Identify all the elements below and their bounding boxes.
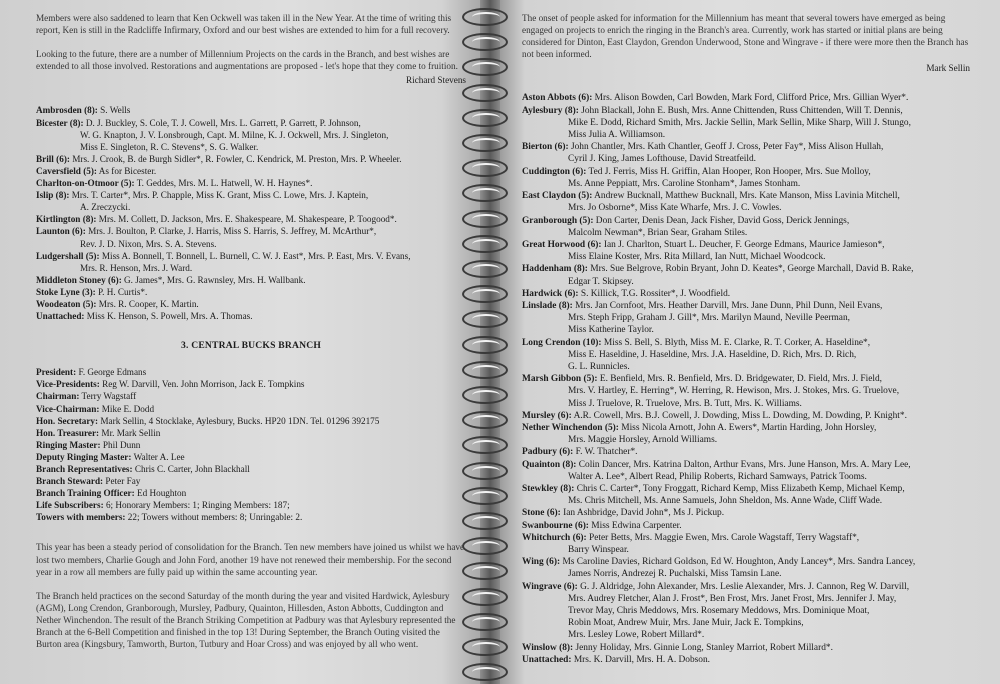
tower-members: Chris C. Carter*, Tony Froggatt, Richard Kemp, Miss Elizabeth Kemp, Michael Kemp, xyxy=(576,483,905,494)
tower-members: Andrew Bucknall, Matthew Bucknall, Mrs. Kate Manson, Miss Lavinia Mitchell, xyxy=(594,191,900,202)
officer-value: Peter Fay xyxy=(105,476,141,487)
tower-name: Winslow (8): xyxy=(522,642,574,653)
tower-name: Aston Abbots (6): xyxy=(522,93,593,104)
tower-members: Cyril J. King, James Lofthouse, David Streatfeild. xyxy=(568,154,756,165)
spiral-coil xyxy=(462,588,508,606)
tower-entry xyxy=(522,105,970,142)
officer-value: Ed Houghton xyxy=(136,488,187,499)
tower-members: Miss Julia A. Williamson. xyxy=(568,130,666,141)
tower-entry xyxy=(522,483,970,507)
spiral-coil xyxy=(462,537,508,555)
tower-entry xyxy=(36,286,466,298)
spiral-coil xyxy=(462,512,508,530)
tower-members: Mrs. Lesley Lowe, Robert Millard*. xyxy=(568,630,705,641)
tower-members: Miss Nicola Arnott, John A. Ewers*, Martin Harding, John Horsley, xyxy=(621,422,877,433)
spiral-coil xyxy=(462,487,508,505)
spiral-coil xyxy=(462,386,508,404)
tower-entry xyxy=(36,274,466,286)
officer-row xyxy=(36,475,466,487)
tower-entry xyxy=(522,300,970,337)
tower-members: Mrs. M. Collett, D. Jackson, Mrs. E. Shakespeare, M. Shakespeare, P. Toogood*. xyxy=(98,214,397,225)
officer-row xyxy=(36,499,466,511)
tower-name: East Claydon (5): xyxy=(522,191,593,202)
tower-entry xyxy=(522,654,970,666)
tower-entry xyxy=(522,532,970,556)
tower-name: Woodeaton (5): xyxy=(36,298,97,309)
officer-value: Mike E. Dodd xyxy=(101,403,155,414)
tower-name: Ludgershall (5): xyxy=(36,250,100,261)
spiral-coil xyxy=(462,184,508,202)
officer-row xyxy=(36,427,466,439)
officer-value: Mark Sellin, 4 Stocklake, Aylesbury, Bucks. HP20 1DN. Tel. 01296 392175 xyxy=(100,415,380,426)
tower-name: Stone (6): xyxy=(522,508,561,519)
officer-role: Vice-Presidents: xyxy=(36,379,100,390)
tower-members: Ms Caroline Davies, Richard Goldson, Ed W. Houghton, Andy Lancey*, Mrs. Sandra Lancey, xyxy=(562,557,916,568)
officer-row xyxy=(36,439,466,451)
tower-members: S. Wells xyxy=(100,105,131,116)
tower-members: Miss J. Truelove, R. Truelove, Mrs. B. Tutt, Mrs. K. Williams. xyxy=(568,398,802,409)
tower-entry xyxy=(522,141,970,165)
tower-members: Mrs. J. Crook, B. de Burgh Sidler*, R. Fowler, C. Kendrick, M. Preston, Mrs. P. Wheeler. xyxy=(72,153,402,164)
spiral-coil xyxy=(462,411,508,429)
tower-entry xyxy=(36,165,466,177)
tower-entry xyxy=(36,298,466,310)
officer-row xyxy=(36,463,466,475)
tower-members: Walter A. Lee*, Albert Read, Philip Roberts, Richard Samways, Patrick Tooms. xyxy=(568,471,867,482)
tower-name: Kirtlington (8): xyxy=(36,214,97,225)
spiral-coil xyxy=(462,436,508,454)
spiral-coil xyxy=(462,210,508,228)
officer-row xyxy=(36,415,466,427)
tower-members: G. J. Aldridge, John Alexander, Mrs. Leslie Alexander, Mrs. J. Cannon, Reg W. Darvill, xyxy=(580,581,910,592)
tower-name: Whitchurch (6): xyxy=(522,532,587,543)
tower-members: As for Bicester. xyxy=(98,165,157,176)
tower-members: Mrs. V. Hartley, E. Herring*, W. Herring, R. Hewison, Mrs. J. Stokes, Mrs. G. Truelove, xyxy=(568,386,900,397)
tower-name: Caversfield (5): xyxy=(36,165,97,176)
tower-members: John Blackall, John E. Bush, Mrs. Anne Chittenden, Russ Chittenden, Will T. Dennis, xyxy=(581,105,903,116)
tower-members: Miss Katherine Taylor. xyxy=(568,325,654,336)
tower-entry xyxy=(36,250,466,274)
officer-role: Chairman: xyxy=(36,391,80,402)
officer-role: Branch Training Officer: xyxy=(36,488,135,499)
tower-entry xyxy=(522,581,970,642)
tower-entry xyxy=(522,263,970,287)
spiral-coil xyxy=(462,260,508,278)
officer-value: F. George Edmans xyxy=(78,367,147,378)
tower-members: A.R. Cowell, Mrs. B.J. Cowell, J. Dowding, Miss L. Dowding, M. Dowding, P. Knight*. xyxy=(573,410,907,421)
officer-role: Towers with members: xyxy=(36,512,126,523)
tower-members: Ted J. Ferris, Miss H. Griffin, Alan Hooper, Ron Hooper, Mrs. Sue Molloy, xyxy=(588,166,871,177)
tower-entry xyxy=(522,190,970,214)
spiral-coil xyxy=(462,361,508,379)
officer-row xyxy=(36,366,466,378)
tower-entry xyxy=(522,556,970,580)
intro-signature: Mark Sellin xyxy=(926,63,970,74)
tower-list xyxy=(36,104,466,322)
tower-name: Brill (6): xyxy=(36,153,70,164)
officer-role: Branch Representatives: xyxy=(36,464,133,474)
tower-members: F. W. Thatcher*. xyxy=(575,447,638,458)
officer-role: Branch Steward: xyxy=(36,476,104,487)
tower-name: Unattached: xyxy=(522,654,572,665)
tower-members: Miss A. Bonnell, T. Bonnell, L. Burnell, C. W. J. East*, Mrs. P. East, Mrs. V. Evans, xyxy=(101,250,411,261)
officer-role: Ringing Master: xyxy=(36,439,101,450)
tower-entry xyxy=(36,213,466,225)
tower-members: Robin Moat, Andrew Muir, Mrs. Jane Muir, Jack E. Tompkins, xyxy=(568,618,804,629)
officer-list xyxy=(36,366,466,523)
tower-name: Wing (6): xyxy=(522,557,561,568)
tower-members: W. G. Knapton, J. V. Lonsbrough, Capt. M. Milne, K. J. Ockwell, Mrs. J. Singleton, xyxy=(80,129,389,140)
tower-name: Launton (6): xyxy=(36,226,86,237)
tower-members: Jenny Holiday, Mrs. Ginnie Long, Stanley Marriot, Robert Millard*. xyxy=(575,642,833,653)
officer-value: Walter A. Lee xyxy=(133,451,185,462)
tower-members: Mrs. Jo Osborne*, Miss Kate Wharfe, Mrs. J. C. Vowles. xyxy=(568,203,782,214)
tower-name: Wingrave (6): xyxy=(522,581,578,592)
tower-members: John Chantler, Mrs. Kath Chantler, Geoff J. Cross, Peter Fay*, Miss Alison Hullah, xyxy=(570,142,884,153)
tower-members: Mrs. R. Henson, Mrs. J. Ward. xyxy=(80,262,193,273)
tower-members: T. Geddes, Mrs. M. L. Hatwell, W. H. Haynes*. xyxy=(136,178,313,189)
officer-value: Phil Dunn xyxy=(102,439,141,450)
tower-members: Miss E. Singleton, R. C. Stevens*, S. G. Walker. xyxy=(80,141,259,152)
tower-members: Mrs. Jan Cornfoot, Mrs. Heather Darvill, Mrs. Jane Dunn, Phil Dunn, Neil Evans, xyxy=(575,300,883,311)
tower-members: D. J. Buckley, S. Cole, T. J. Cowell, Mrs. L. Garrett, P. Garrett, P. Johnson, xyxy=(85,117,361,128)
tower-members: A. Zreczycki. xyxy=(80,202,131,213)
tower-name: Long Crendon (10): xyxy=(522,337,602,348)
tower-name: Nether Winchendon (5): xyxy=(522,422,619,433)
tower-name: Hardwick (6): xyxy=(522,288,579,299)
tower-members: Colin Dancer, Mrs. Katrina Dalton, Arthur Evans, Mrs. June Hanson, Mrs. A. Mary Lee, xyxy=(578,459,911,470)
tower-members: Miss Edwina Carpenter. xyxy=(591,520,682,531)
tower-name: Quainton (8): xyxy=(522,459,577,470)
report-paragraph: The Branch held practices on the second Saturday of the month during the year and visited Hardwick, Aylesbury (AGM), Long Crendon, Granborough, Mursley, Padbury, Quainton, Hillesden, Aston Abbotts, Cuddington and Nether Winchendon. The result of the Branch Striking Competition at Padbury was that Aylesbury represented the Branch at the 6-Bell Competition and finished in the top 13! During September, the Branch Outing visited the Burton area (Kingsbury, Tamworth, Burton, Tutbury and Hoar Cross) and was enjoyed by all who went. xyxy=(36,590,456,650)
tower-members: Mrs. T. Carter*, Mrs. P. Chapple, Miss K. Grant, Miss C. Lowe, Mrs. J. Kaptein, xyxy=(71,190,369,201)
tower-members: Mrs. Sue Belgrove, Robin Bryant, John D. Keates*, George Marchall, David B. Rake, xyxy=(590,264,914,275)
spiral-coil xyxy=(462,8,508,26)
intro-signature: Richard Stevens xyxy=(406,75,466,86)
tower-members: Peter Betts, Mrs. Maggie Ewen, Mrs. Carole Wagstaff, Terry Wagstaff*, xyxy=(589,532,860,543)
tower-name: Mursley (6): xyxy=(522,410,572,421)
tower-entry xyxy=(522,459,970,483)
tower-entry xyxy=(36,153,466,165)
tower-members: Don Carter, Denis Dean, Jack Fisher, David Goss, Derick Jennings, xyxy=(595,215,850,226)
tower-members: Miss E. Haseldine, J. Haseldine, Mrs. J.A. Haseldine, D. Rich, Mrs. D. Rich, xyxy=(568,349,857,360)
officer-row xyxy=(36,378,466,390)
tower-entry xyxy=(522,507,970,519)
tower-members: Miss S. Bell, S. Blyth, Miss M. E. Clarke, R. T. Corker, A. Haseldine*, xyxy=(603,337,871,348)
tower-name: Swanbourne (6): xyxy=(522,520,589,531)
tower-name: Middleton Stoney (6): xyxy=(36,274,122,285)
tower-entry xyxy=(522,337,970,374)
spiral-coil xyxy=(462,159,508,177)
tower-name: Haddenham (8): xyxy=(522,264,588,275)
tower-entry xyxy=(522,373,970,410)
tower-members: Ms. Anne Peppiatt, Mrs. Caroline Stonham*, James Stonham. xyxy=(568,178,801,189)
intro-paragraph: The onset of people asked for information for the Millennium has meant that several towers have emerged as being engaged on projects to enrich the ringing in the Branch's area. Currently, work has started or initial plans are being considered for Dinton, East Claydon, Grendon Underwood, Stone and Wingrave - if there were more then the Branch has not been informed. xyxy=(522,13,969,60)
tower-members: James Norris, Andrezej R. Puchalski, Miss Tamsin Lane. xyxy=(568,569,782,580)
tower-entry xyxy=(36,310,466,322)
officer-value: Chris C. Carter, John Blackhall xyxy=(134,464,250,474)
officer-role: President: xyxy=(36,367,77,378)
spiral-coil xyxy=(462,285,508,303)
officer-role: Hon. Treasurer: xyxy=(36,427,100,438)
spiral-coil xyxy=(462,134,508,152)
tower-entry xyxy=(522,422,970,446)
tower-entry xyxy=(522,410,970,422)
spiral-coil xyxy=(462,310,508,328)
tower-entry xyxy=(36,177,466,189)
officer-row xyxy=(36,403,466,415)
tower-entry xyxy=(36,104,466,116)
tower-name: Padbury (6): xyxy=(522,447,574,458)
tower-members: Mrs. Alison Bowden, Carl Bowden, Mark Ford, Clifford Price, Mrs. Gillian Wyer*. xyxy=(594,93,909,104)
tower-members: G. L. Runnicles. xyxy=(568,361,630,372)
spiral-coil xyxy=(462,462,508,480)
tower-name: Stewkley (8): xyxy=(522,483,575,494)
tower-members: Mrs. Audrey Fletcher, Alan J. Frost*, Ben Frost, Mrs. Janet Frost, Mrs. Jennifer J. May, xyxy=(568,593,897,604)
spiral-coil xyxy=(462,562,508,580)
tower-members: P. H. Curtis*. xyxy=(98,286,148,297)
officer-value: 6; Honorary Members: 1; Ringing Members: 187; xyxy=(105,500,290,511)
officer-role: Deputy Ringing Master: xyxy=(36,451,132,462)
officer-value: Reg W. Darvill, Ven. John Morrison, Jack E. Tompkins xyxy=(102,379,305,390)
right-page xyxy=(500,0,1000,684)
spiral-binding xyxy=(462,0,512,684)
officer-value: Terry Wagstaff xyxy=(81,391,137,402)
tower-members: E. Benfield, Mrs. R. Benfield, Mrs. D. Bridgewater, D. Field, Mrs. J. Field, xyxy=(599,374,883,385)
spiral-coil xyxy=(462,33,508,51)
tower-members: Ian Ashbridge, David John*, Ms J. Pickup. xyxy=(563,508,725,519)
left-page xyxy=(0,0,480,684)
spiral-coil xyxy=(462,336,508,354)
tower-name: Stoke Lyne (3): xyxy=(36,286,96,297)
intro-paragraph: Looking to the future, there are a number of Millennium Projects on the cards in the Branch, and best wishes are extended to all those involved. Restorations and augmentations are proposed - let's hope that they come to fruition. xyxy=(36,49,458,72)
tower-name: Great Horwood (6): xyxy=(522,239,602,250)
report-paragraph: This year has been a steady period of consolidation for the Branch. Ten new members have joined us whilst we have lost two members, Charlie Gough and John Ford, another 19 have not renewed their membership. For the second year in a row all members are fully paid up within the same accounting year. xyxy=(36,542,465,577)
tower-name: Granborough (5): xyxy=(522,215,594,226)
tower-members: Miss K. Henson, S. Powell, Mrs. A. Thomas. xyxy=(86,311,253,322)
tower-list xyxy=(522,92,970,666)
tower-members: Barry Winspear. xyxy=(568,544,629,555)
spiral-coil xyxy=(462,613,508,631)
tower-entry xyxy=(522,288,970,300)
officer-role: Vice-Chairman: xyxy=(36,403,100,414)
spiral-coil xyxy=(462,58,508,76)
officer-row xyxy=(36,390,466,402)
officer-role: Life Subscribers: xyxy=(36,500,104,511)
tower-name: Islip (8): xyxy=(36,190,70,201)
tower-entry xyxy=(522,166,970,190)
intro-paragraph: Members were also saddened to learn that Ken Ockwell was taken ill in the New Year. At the time of writing this report, Ken is still in the Radcliffe Infirmary, Oxford and our best wishes are extended to him for a full recovery. xyxy=(36,13,452,36)
officer-role: Hon. Secretary: xyxy=(36,415,99,426)
tower-name: Unattached: xyxy=(36,311,85,322)
officer-row xyxy=(36,451,466,463)
tower-name: Aylesbury (8): xyxy=(522,105,579,116)
tower-members: Mike E. Dodd, Richard Smith, Mrs. Jackie Sellin, Mark Sellin, Mike Sharp, Will J. Stungo, xyxy=(568,117,911,128)
tower-members: Mrs. R. Cooper, K. Martin. xyxy=(98,298,199,309)
tower-members: Mrs. J. Boulton, P. Clarke, J. Harris, Miss S. Harris, S. Jeffrey, M. McArthur*, xyxy=(88,226,377,237)
officer-value: Mr. Mark Sellin xyxy=(101,427,161,438)
tower-entry xyxy=(36,117,466,153)
spiral-coil xyxy=(462,235,508,253)
tower-members: Miss Elaine Koster, Mrs. Rita Millard, Ian Nutt, Michael Woodcock. xyxy=(568,252,826,263)
tower-name: Bicester (8): xyxy=(36,117,84,128)
tower-members: Trevor May, Chris Meddows, Mrs. Rosemary Meddows, Mrs. Dominique Moat, xyxy=(568,606,870,616)
tower-entry xyxy=(522,642,970,654)
tower-members: Mrs. Steph Fripp, Graham J. Gill*, Mrs. Marilyn Maund, Neville Peerman, xyxy=(568,313,850,324)
tower-entry xyxy=(522,446,970,458)
spiral-coil xyxy=(462,663,508,681)
tower-members: G. James*, Mrs. G. Rawnsley, Mrs. H. Wallbank. xyxy=(124,274,306,285)
officer-row xyxy=(36,511,466,523)
tower-entry xyxy=(36,189,466,213)
tower-entry xyxy=(522,239,970,263)
tower-members: Ian J. Charlton, Stuart L. Deucher, F. George Edmans, Maurice Jamieson*, xyxy=(603,239,885,250)
tower-name: Cuddington (6): xyxy=(522,166,587,177)
tower-members: Mrs. K. Darvill, Mrs. H. A. Dobson. xyxy=(573,654,711,665)
tower-members: Mrs. Maggie Horsley, Arnold Williams. xyxy=(568,435,718,446)
tower-entry xyxy=(36,225,466,249)
tower-members: Malcolm Newman*, Brian Sear, Graham Stiles. xyxy=(568,227,748,238)
spiral-coil xyxy=(462,638,508,656)
tower-entry xyxy=(522,520,970,532)
spiral-coil xyxy=(462,109,508,127)
tower-entry xyxy=(522,215,970,239)
tower-name: Linslade (8): xyxy=(522,300,573,311)
spiral-coil xyxy=(462,84,508,102)
tower-name: Charlton-on-Otmoor (5): xyxy=(36,178,135,189)
tower-name: Bierton (6): xyxy=(522,142,569,153)
tower-members: Rev. J. D. Nixon, Mrs. S. A. Stevens. xyxy=(80,238,217,249)
tower-entry xyxy=(522,92,970,104)
tower-members: Edgar T. Skipsey. xyxy=(568,276,634,287)
tower-name: Ambrosden (8): xyxy=(36,105,98,116)
officer-value: 22; Towers without members: 8; Unringable: 2. xyxy=(127,512,303,523)
section-title: 3. CENTRAL BUCKS BRANCH xyxy=(181,340,321,352)
officer-row xyxy=(36,487,466,499)
tower-members: Ms. Chris Mitchell, Ms. Anne Samuels, John Sheldon, Ms. Anne Wade, Cliff Wade. xyxy=(568,496,883,507)
tower-members: S. Killick, T.G. Rossiter*, J. Woodfield. xyxy=(580,288,731,299)
tower-name: Marsh Gibbon (5): xyxy=(522,374,598,385)
